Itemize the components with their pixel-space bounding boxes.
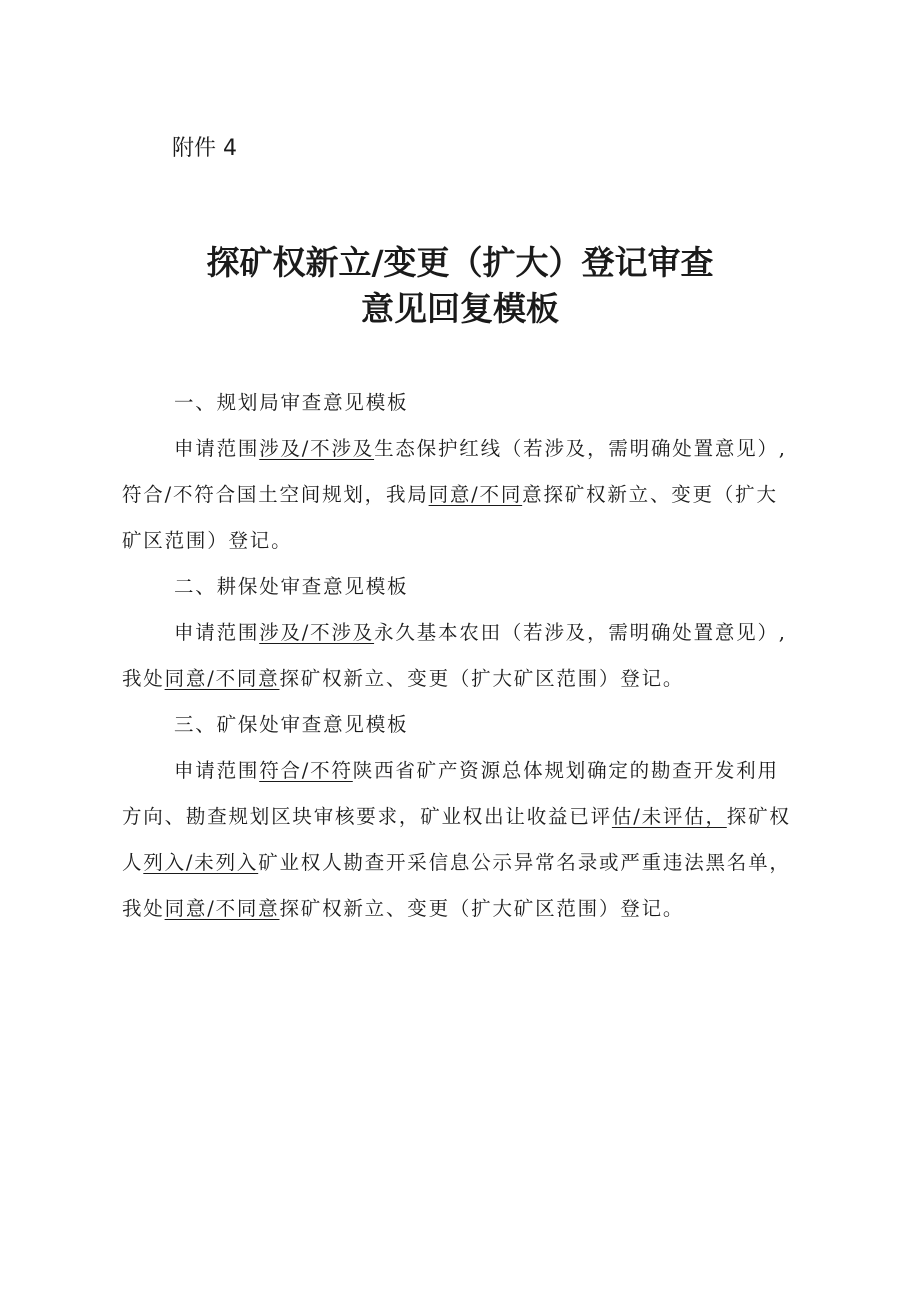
option-underlined-text: 涉及/不涉及 (259, 437, 375, 460)
text-segment: 意探矿权新立、变更（扩大 (522, 483, 778, 506)
document-body (122, 380, 812, 932)
option-underlined-text: 符合/不符 (259, 759, 353, 782)
text-segment: 方向、勘查规划区块审核要求，矿业权出让收益已评 (122, 805, 612, 828)
text-segment: 矿区范围）登记。 (122, 529, 293, 552)
attachment-label: 附件 4 (172, 136, 237, 161)
option-underlined-text: 估/未评估， (611, 805, 727, 828)
text-segment: 探矿权 (726, 805, 791, 828)
paragraph-line (122, 794, 812, 840)
paragraph-line (122, 610, 812, 656)
paragraph-line (122, 518, 812, 564)
option-underlined-text: 涉及/不涉及 (259, 621, 375, 644)
text-segment: 探矿权新立、变更（扩大矿区范围）登记。 (279, 897, 685, 920)
option-underlined-text: 列入/未列入 (143, 851, 259, 874)
option-underlined-text: 同意/不同意 (164, 897, 280, 920)
text-segment: 人 (122, 851, 144, 874)
text-segment: 探矿权新立、变更（扩大矿区范围）登记。 (279, 667, 685, 690)
document-title-line-2: 意见回复模板 (361, 289, 559, 328)
text-segment: 我处 (122, 667, 165, 690)
paragraph-line (122, 426, 812, 472)
text-segment: 我处 (122, 897, 165, 920)
section-heading: 二、耕保处审查意见模板 (174, 575, 409, 598)
text-segment: 陕西省矿产资源总体规划确定的勘查开发利用 (352, 759, 779, 782)
text-segment: 符合/不符合国土空间规划，我局 (122, 483, 429, 506)
text-segment: 申请范围 (174, 437, 260, 460)
paragraph-line (122, 748, 812, 794)
option-underlined-text: 同意/不同 (428, 483, 523, 506)
section-heading: 三、矿保处审查意见模板 (174, 713, 409, 736)
document-title-line-1: 探矿权新立/变更（扩大）登记审查 (206, 243, 714, 282)
text-segment: 申请范围 (174, 621, 260, 644)
text-segment: 申请范围 (174, 759, 260, 782)
paragraph-line (122, 472, 812, 518)
paragraph-line (122, 840, 812, 886)
option-underlined-text: 同意/不同意 (164, 667, 280, 690)
paragraph-line (122, 886, 812, 932)
text-segment: 生态保护红线（若涉及，需明确处置意见）, (374, 437, 787, 460)
text-segment: 永久基本农田（若涉及，需明确处置意见）, (374, 621, 787, 644)
paragraph-line (122, 656, 812, 702)
text-segment: 矿业权人勘查开采信息公示异常名录或严重违法黑名单， (258, 851, 791, 874)
section-heading: 一、规划局审查意见模板 (174, 391, 409, 414)
